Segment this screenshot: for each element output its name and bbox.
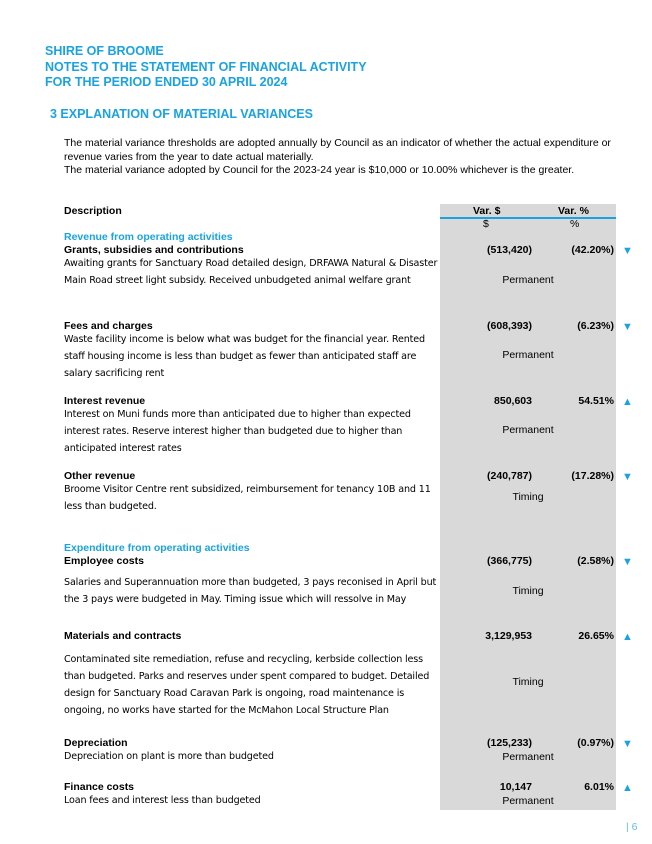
arrow-up-icon: ▲ (622, 631, 633, 643)
report-period: FOR THE PERIOD ENDED 30 APRIL 2024 (45, 75, 288, 89)
item-description-finance-costs: Loan fees and interest less than budgeted (64, 795, 261, 806)
report-title: NOTES TO THE STATEMENT OF FINANCIAL ACTIVITY (45, 60, 367, 74)
var-dollar-materials: 3,129,953 (485, 630, 532, 642)
var-percent-interest: 54.51% (578, 395, 614, 407)
organisation-name: SHIRE OF BROOME (45, 44, 164, 58)
unit-percent: % (570, 218, 580, 230)
unit-dollar: $ (483, 218, 489, 230)
intro-paragraph-1: The material variance thresholds are adopted annually by Council as an indicator of whether the actual expenditure or revenue varies from the year to date actual materially. (64, 137, 611, 163)
variance-nature-employee-costs: Timing (512, 585, 544, 597)
variance-nature-grants: Permanent (502, 274, 554, 286)
variance-nature-interest: Permanent (502, 424, 554, 436)
variance-nature-fees: Permanent (502, 349, 554, 361)
category-expenditure: Expenditure from operating activities (64, 542, 250, 554)
variance-panel (440, 204, 616, 810)
item-title-depreciation: Depreciation (64, 737, 128, 749)
item-description-employee-costs: Salaries and Superannuation more than budgeted, 3 pays reconised in April but the 3 pays were budgeted in May. Timing issue which will ressolve in May (64, 577, 437, 605)
item-description-fees: Waste facility income is below what was budget for the financial year. Rented staff housing income is less than budget as fewer than anticipated staff are salary sacrificing rent (64, 334, 425, 379)
item-title-grants: Grants, subsidies and contributions (64, 244, 244, 256)
intro-paragraph-2: The material variance adopted by Council for the 2023-24 year is $10,000 or 10.00% whichever is the greater. (64, 164, 575, 176)
variance-nature-materials: Timing (512, 676, 544, 688)
var-dollar-grants: (513,420) (487, 244, 532, 256)
arrow-down-icon: ▼ (622, 738, 633, 750)
var-percent-depreciation: (0.97%) (577, 737, 614, 749)
column-header-description: Description (64, 205, 122, 217)
variance-nature-finance-costs: Permanent (502, 795, 554, 807)
arrow-up-icon: ▲ (622, 396, 633, 408)
item-description-depreciation: Depreciation on plant is more than budgeted (64, 751, 274, 762)
arrow-down-icon: ▼ (622, 556, 633, 568)
item-title-fees: Fees and charges (64, 320, 153, 332)
var-percent-other-revenue: (17.28%) (571, 470, 614, 482)
item-title-employee-costs: Employee costs (64, 555, 144, 567)
item-description-other-revenue: Broome Visitor Centre rent subsidized, reimbursement for tenancy 10B and 11 less than budgeted. (64, 484, 431, 512)
item-description-grants: Awaiting grants for Sanctuary Road detailed design, DRFAWA Natural & Disaster Main Road street light subsidy. Received unbudgeted animal welfare grant (64, 258, 438, 286)
item-title-finance-costs: Finance costs (64, 781, 135, 793)
column-header-var-dollar: Var. $ (473, 205, 501, 217)
item-title-interest: Interest revenue (64, 395, 146, 407)
var-percent-grants: (42.20%) (571, 244, 614, 256)
intro-text (64, 137, 634, 178)
category-revenue: Revenue from operating activities (64, 231, 233, 243)
arrow-up-icon: ▲ (622, 782, 633, 794)
section-title: 3 EXPLANATION OF MATERIAL VARIANCES (50, 107, 313, 121)
arrow-down-icon: ▼ (622, 471, 633, 483)
variance-nature-depreciation: Permanent (502, 751, 554, 763)
header-underline (440, 217, 616, 219)
var-percent-materials: 26.65% (578, 630, 614, 642)
column-header-var-percent: Var. % (558, 205, 589, 217)
page-number: | 6 (626, 821, 638, 833)
var-dollar-depreciation: (125,233) (487, 737, 532, 749)
item-description-interest: Interest on Muni funds more than anticipated due to higher than expected interest rates. Reserve interest higher than budgeted due to higher than anticipated interest rates (64, 409, 411, 454)
item-title-other-revenue: Other revenue (64, 470, 136, 482)
var-percent-finance-costs: 6.01% (584, 781, 614, 793)
variance-nature-other-revenue: Timing (512, 491, 544, 503)
var-dollar-finance-costs: 10,147 (499, 781, 532, 793)
item-description-materials: Contaminated site remediation, refuse and recycling, kerbside collection less than budgeted. Parks and reserves under spent compared to budget. Detailed design for Sanctuary Road Caravan Park is ongoing, road maintenance is ongoing, no works have started for the McMahon Local Structure Plan (64, 654, 430, 716)
var-percent-employee-costs: (2.58%) (577, 555, 614, 567)
arrow-down-icon: ▼ (622, 245, 633, 257)
item-title-materials: Materials and contracts (64, 630, 182, 642)
var-dollar-other-revenue: (240,787) (487, 470, 532, 482)
var-percent-fees: (6.23%) (577, 320, 614, 332)
var-dollar-employee-costs: (366,775) (487, 555, 532, 567)
arrow-down-icon: ▼ (622, 321, 633, 333)
var-dollar-interest: 850,603 (494, 395, 532, 407)
var-dollar-fees: (608,393) (487, 320, 532, 332)
